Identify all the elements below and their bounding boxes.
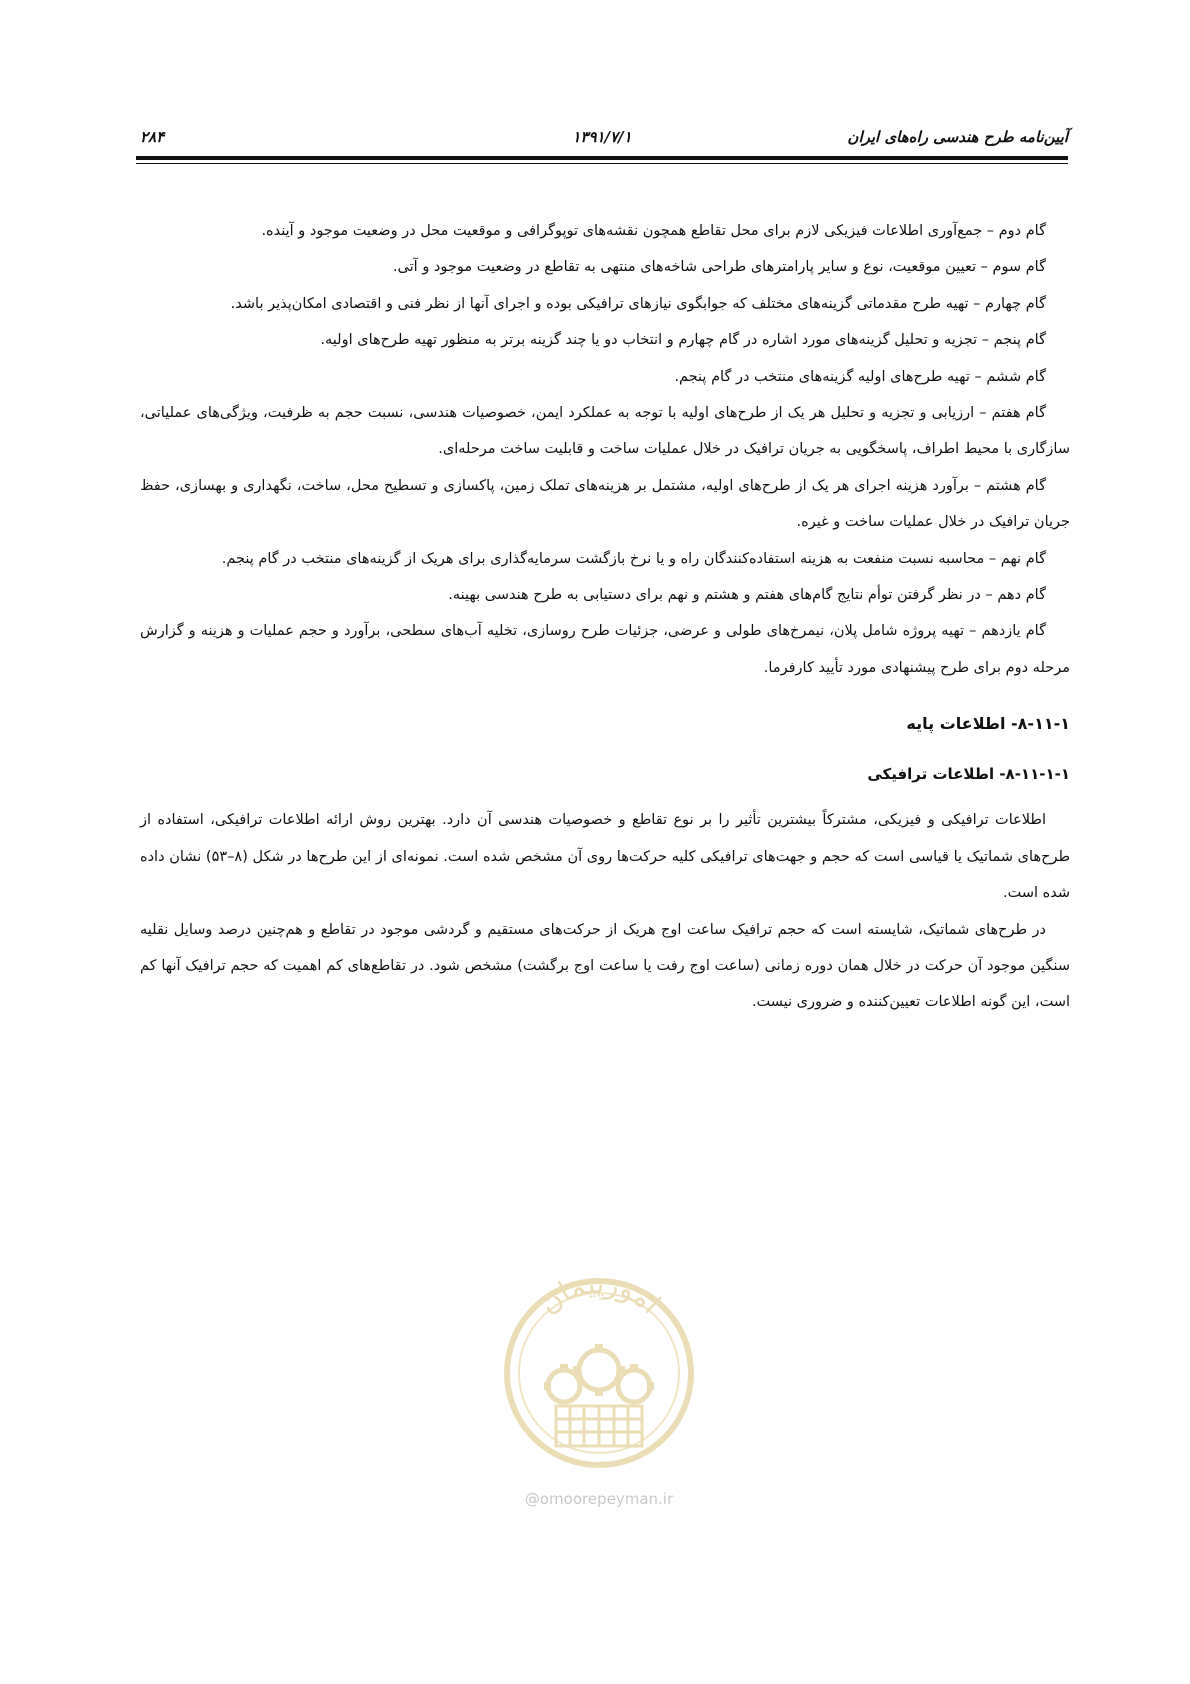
header-rule-thin: [136, 163, 1068, 164]
subsection-heading: ۸-۱۱-۱-۱- اطلاعات ترافیکی: [867, 765, 1070, 784]
page-number: ۲۸۴: [140, 128, 165, 146]
watermark-logo-text: امورپیمان: [532, 1268, 668, 1321]
step-7: گام هفتم – ارزیابی و تجزیه و تحلیل هر یک از طرح‌های اولیه با توجه به عملکرد ایمن، خصوصیات هندسی، نسبت حجم به ظرفیت، ویژگی‌های عملیاتی، سازگاری با محیط اطراف، پاسخگویی به جریان ترافیک در خلال عملیات ساخت و قابلیت ساخت مرحله‌ای.: [140, 405, 1070, 458]
step-11: گام یازدهم – تهیه پروژه شامل پلان، نیمرخ‌های طولی و عرضی، جزئیات طرح روسازی، تخلیه آب‌های سطحی، برآورد و حجم عملیات و هزینه و گزارش مرحله دوم برای طرح پیشنهادی مورد تأیید کارفرما.: [140, 623, 1070, 676]
building-grid-icon: [556, 1406, 642, 1446]
page-content: [140, 213, 1070, 1021]
gear-teeth-icon: [544, 1344, 654, 1396]
watermark: [494, 1268, 704, 1518]
step-10: گام دهم – در نظر گرفتن توأم نتایج گام‌های هفتم و هشتم و نهم برای دستیابی به طرح هندسی بهینه.: [448, 587, 1046, 604]
paragraph-2: در طرح‌های شماتیک، شایسته است که حجم ترافیک ساعت اوج هریک از حرکت‌های مستقیم و گردشی موجود در تقاطع و هم‌چنین درصد وسایل نقلیه سنگین موجود آن حرکت در خلال همان دوره زمانی (ساعت اوج رفت یا ساعت اوج برگشت) مشخص شود. در تقاطع‌های کم اهمیت که حجم ترافیک آنها کم است، این گونه اطلاعات تعیین‌کننده و ضروری نیست.: [140, 921, 1070, 1011]
header-rule-thick: [136, 156, 1068, 160]
paragraph-1: اطلاعات ترافیکی و فیزیکی، مشترکاً بیشترین تأثیر را بر نوع تقاطع و خصوصیات هندسی آن دارد. بهترین روش ارائه اطلاعات ترافیکی، استفاده از طرح‌های شماتیک یا قیاسی است که حجم و جهت‌های ترافیکی کلیه حرکت‌ها روی آن مشخص شده است. نمونه‌ای از این طرح‌ها در شکل (۸–۵۳) نشان داده شده است.: [140, 812, 1071, 902]
step-2: گام دوم – جمع‌آوری اطلاعات فیزیکی لازم برای محل تقاطع همچون نقشه‌های توپوگرافی و موقعیت محل در وضعیت موجود و آینده.: [261, 223, 1046, 239]
header-date: ۱۳۹۱/۷/۱: [572, 128, 632, 146]
watermark-logo: [494, 1268, 704, 1483]
step-9: گام نهم – محاسبه نسبت منفعت به هزینه استفاده‌کنندگان راه و یا نرخ بازگشت سرمایه‌گذاری برای هریک از گزینه‌های منتخب در گام پنجم.: [221, 550, 1046, 567]
step-8: گام هشتم – برآورد هزینه اجرای هر یک از طرح‌های اولیه، مشتمل بر هزینه‌های تملک زمین، پاکسازی و تسطیح محل، ساخت، نگهداری و بهسازی، حفظ جریان ترافیک در خلال عملیات ساخت و غیره.: [140, 477, 1070, 531]
section-heading: ۸-۱۱-۱- اطلاعات پایه: [906, 714, 1070, 734]
step-5: گام پنجم – تجزیه و تحلیل گزینه‌های مورد اشاره در گام چهارم و انتخاب دو یا چند گزینه برتر به منظور تهیه طرح‌های اولیه.: [320, 332, 1046, 349]
step-6: گام ششم – تهیه طرح‌های اولیه گزینه‌های منتخب در گام پنجم.: [674, 368, 1046, 385]
step-4: گام چهارم – تهیه طرح مقدماتی گزینه‌های مختلف که جوابگوی نیازهای ترافیکی بوده و اجرای آنها از نظر فنی و اقتصادی امکان‌پذیر باشد.: [230, 295, 1046, 312]
step-3: گام سوم – تعیین موقعیت، نوع و سایر پارامترهای طراحی شاخه‌های منتهی به تقاطع در وضعیت موجود و آتی.: [392, 259, 1046, 276]
page-header: [136, 128, 1068, 150]
watermark-url: @omoorepeyman.ir: [524, 1490, 674, 1508]
book-title: آیین‌نامه طرح هندسی راه‌های ایران: [847, 128, 1068, 146]
